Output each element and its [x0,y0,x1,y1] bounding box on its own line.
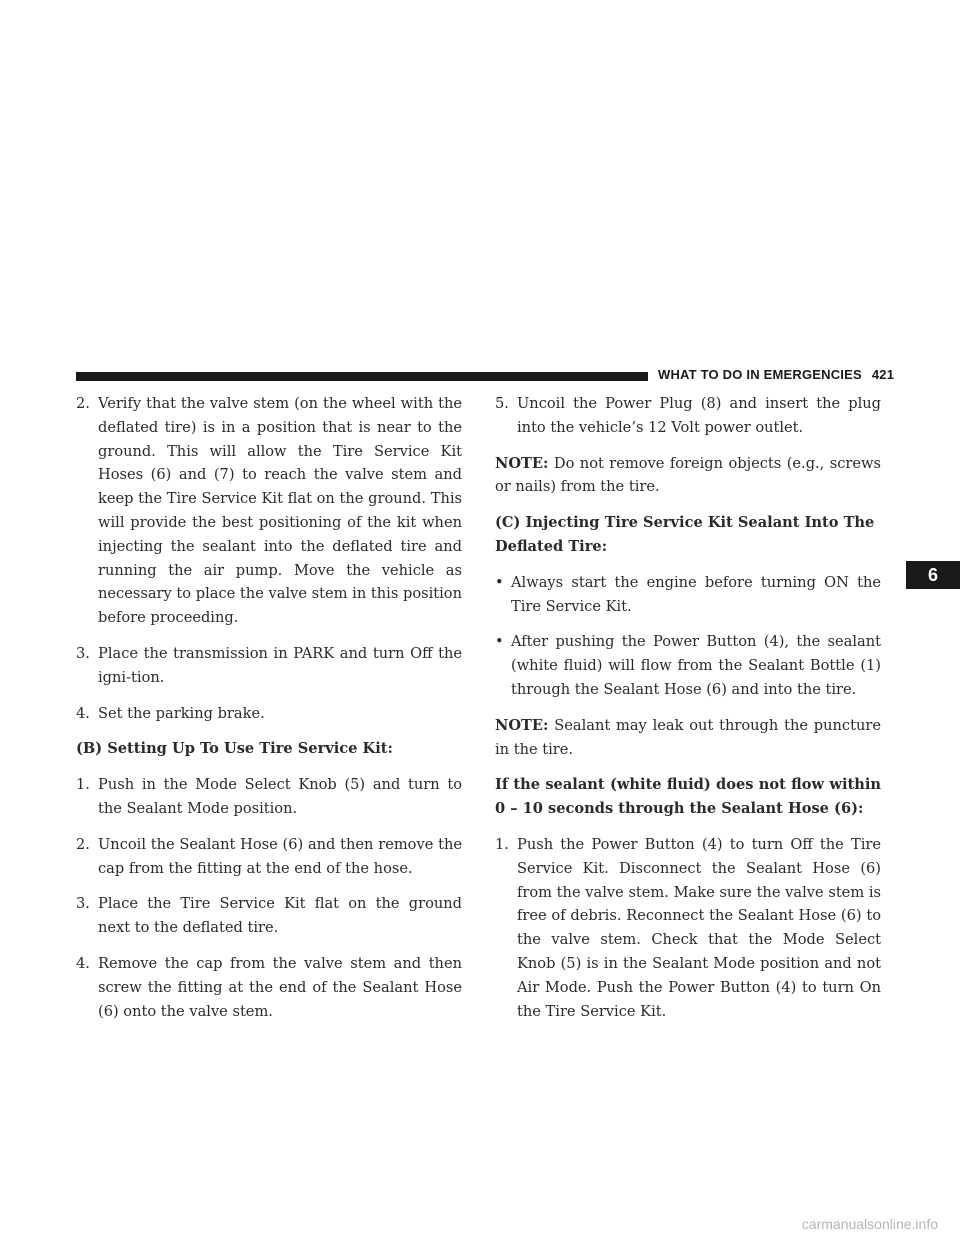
bullet-item: • After pushing the Power Button (4), the sealant (white fluid) will flow from the Sealant Bottle (1) through the Sealant Hose (6) and into the tire. [495,633,881,698]
step-item: 4. Remove the cap from the valve stem and then screw the fitting at the end of the Sealant Hose (6) onto the valve stem. [76,954,462,1020]
watermark: carmanualsonline.info [801,1216,938,1232]
bullet-item: • Always start the engine before turning ON the Tire Service Kit. [495,573,881,615]
running-header [658,367,894,382]
step-item: 5. Uncoil the Power Plug (8) and insert the plug into the vehicle’s 12 Volt power outlet. [495,395,881,436]
step-item: 4. Set the parking brake. [76,704,265,722]
step-item: 1. Push in the Mode Select Knob (5) and turn to the Sealant Mode position. [76,776,462,817]
note-paragraph: NOTE: Do not remove foreign objects (e.g., screws or nails) from the tire. [495,454,881,496]
step-item: 3. Place the Tire Service Kit flat on the ground next to the deflated tire. [76,895,462,937]
step-item: 1. Push the Power Button (4) to turn Off the Tire Service Kit. Disconnect the Sealant Hose (6) from the valve stem. Make sure the valve stem is free of debris. Reconnect the Sealant Hose (6) to the valve stem. Check that the Mode Select Knob (5) is in the Sealant Mode position and not Air Mode. Push the Power Button (4) to turn On the Tire Service Kit. [495,835,881,1020]
section-heading: (B) Setting Up To Use Tire Service Kit: [76,740,393,758]
left-column [76,392,462,1035]
step-item: 3. Place the transmission in PARK and turn Off the igni-tion. [76,644,462,686]
right-column [495,392,881,1035]
section-heading: (C) Injecting Tire Service Kit Sealant Into The Deflated Tire: [495,514,875,555]
note-paragraph: NOTE: Sealant may leak out through the puncture in the tire. [495,716,881,758]
condition-heading: If the sealant (white fluid) does not flow within 0 – 10 seconds through the Sealant Hose (6): [495,776,881,818]
header-rule [76,372,648,381]
step-item: 2. Verify that the valve stem (on the wheel with the deflated tire) is in a position that is near to the ground. This will allow the Tire Service Kit Hoses (6) and (7) to reach the valve stem and keep the Tire Service Kit flat on the ground. This will provide the best positioning of the kit when injecting the sealant into the deflated tire and running the air pump. Move the vehicle as necessary to place the valve stem in this position before proceeding. [76,395,462,627]
section-title: WHAT TO DO IN EMERGENCIES [658,367,862,382]
chapter-tab: 6 [906,561,960,589]
step-item: 2. Uncoil the Sealant Hose (6) and then remove the cap from the fitting at the end of the hose. [76,835,462,877]
page-number: 421 [871,367,895,382]
